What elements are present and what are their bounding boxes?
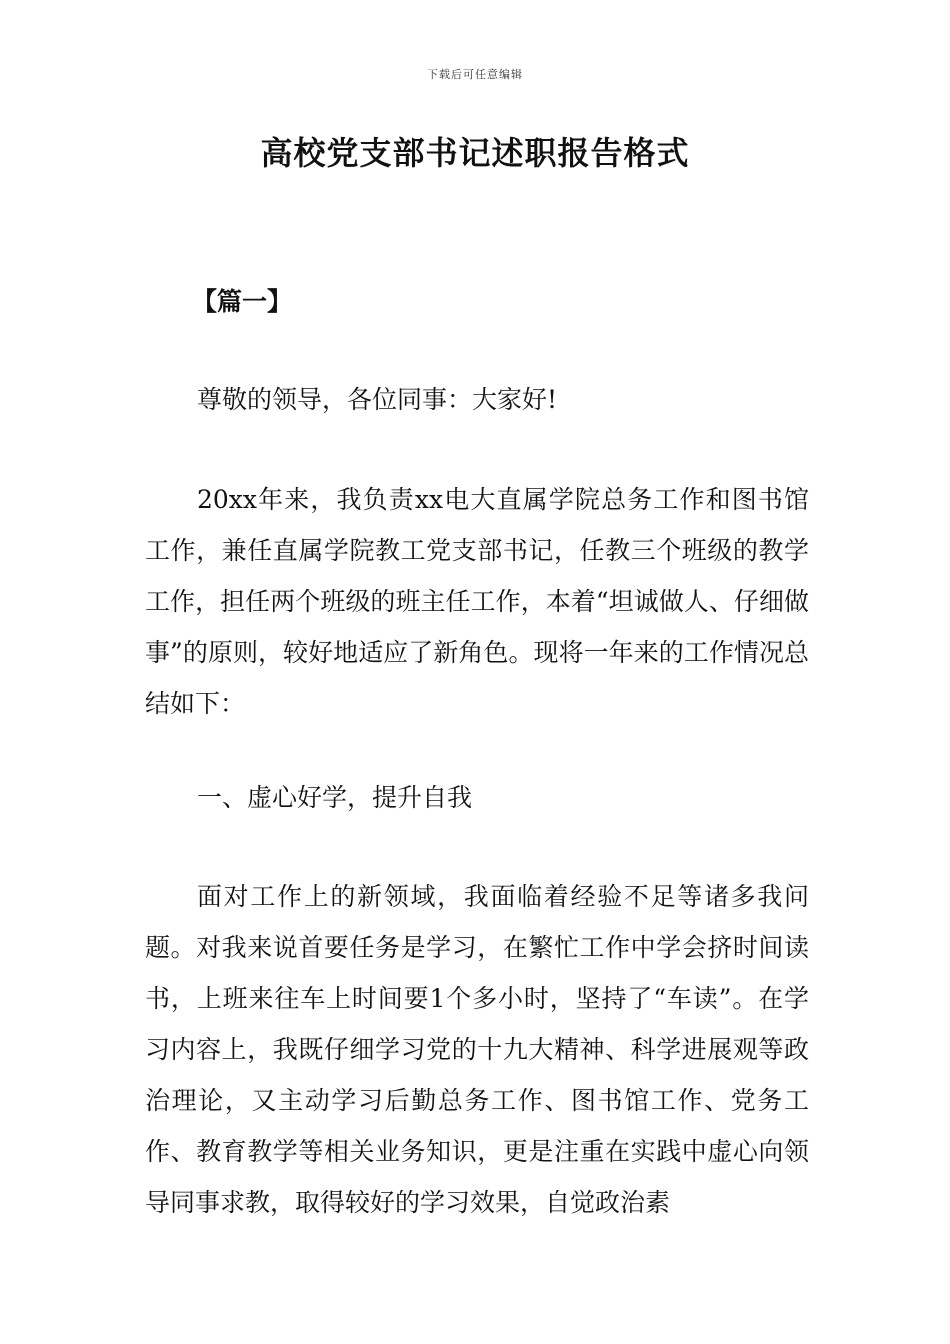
header-note: 下载后可任意编辑 xyxy=(427,68,523,81)
document-title: 高校党支部书记述职报告格式 xyxy=(260,134,690,172)
greeting: 尊敬的领导，各位同事：大家好! xyxy=(197,385,558,414)
section-marker: 【篇一】 xyxy=(192,287,293,316)
paragraph-2: 面对工作上的新领域，我面临着经验不足等诸多我问题。对我来说首要任务是学习，在繁忙工作中学会挤时间读书，上班来往车上时间要1个多小时，坚持了“车读”。在学习内容上，我既仔细学习党的十九大精神、科学进展观等政治理论，又主动学习后勤总务工作、图书馆工作、党务工作、教育教学等相关业务知识，更是注重在实践中虚心向领导同事求教，取得较好的学习效果，自觉政治素 xyxy=(145,882,809,1217)
paragraph-1: 20xx年来，我负责xx电大直属学院总务工作和图书馆工作，兼任直属学院教工党支部书记，任教三个班级的教学工作，担任两个班级的班主任工作，本着“坦诚做人、仔细做事”的原则，较好地适应了新角色。现将一年来的工作情况总结如下： xyxy=(145,485,809,718)
section-heading-1: 一、虚心好学，提升自我 xyxy=(197,783,473,812)
